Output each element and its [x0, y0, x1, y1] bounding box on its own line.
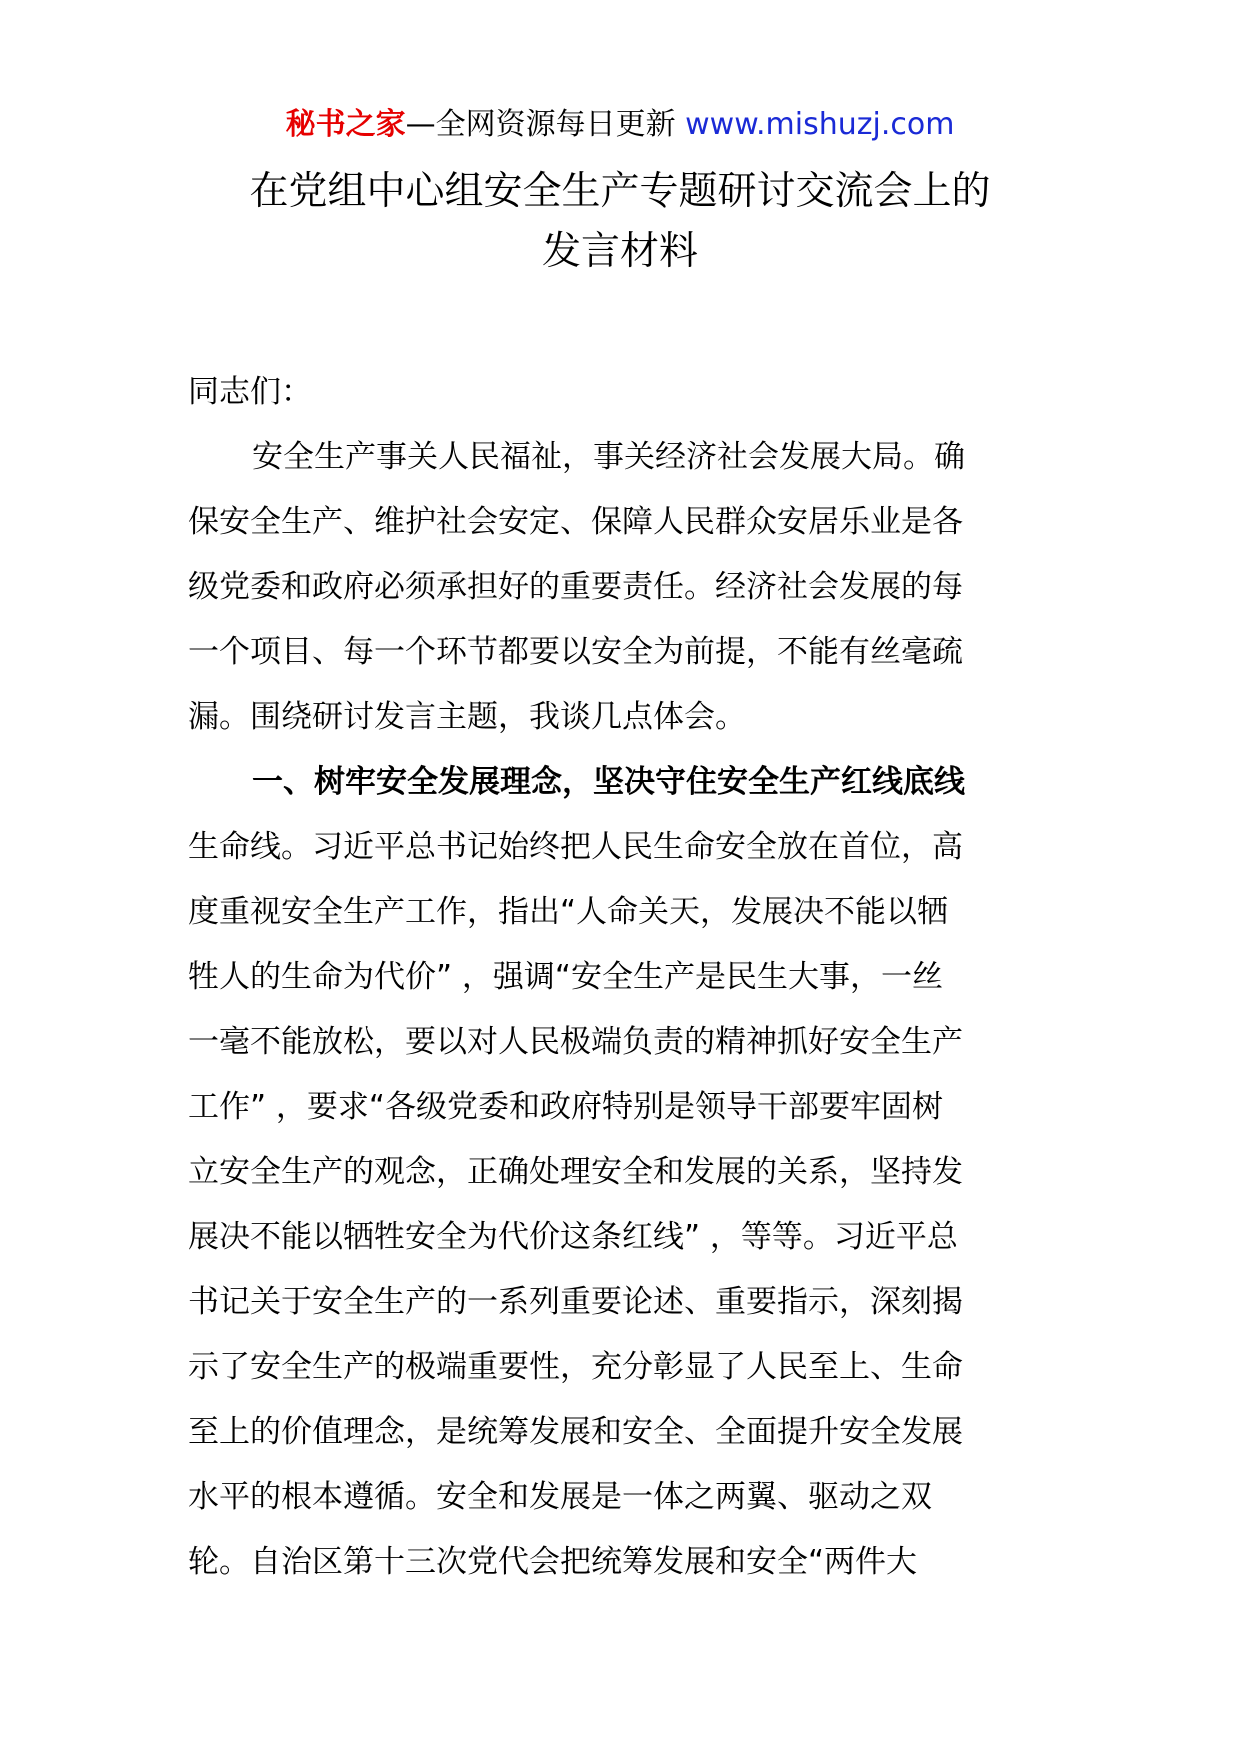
site-header: [0, 103, 1240, 147]
paragraph-line: 漏。围绕研讨发言主题，我谈几点体会。: [188, 699, 746, 735]
paragraph-line: 工作” ，要求“各级党委和政府特别是领导干部要牢固树: [188, 1089, 943, 1125]
document-body: [188, 360, 1056, 1595]
paragraph-line: 展决不能以牺牲安全为代价这条红线” ，等等。习近平总: [188, 1219, 958, 1255]
paragraph-line: 生命线。习近平总书记始终把人民生命安全放在首位，高: [188, 829, 963, 865]
title-line-1: 在党组中心组安全生产专题研讨交流会上的: [249, 169, 991, 214]
paragraph-line: 示了安全生产的极端重要性，充分彰显了人民至上、生命: [188, 1349, 963, 1385]
site-url-link[interactable]: www.mishuzj.com: [685, 107, 955, 142]
paragraph-line: 书记关于安全生产的一系列重要论述、重要指示，深刻揭: [188, 1284, 963, 1320]
salutation: 同志们：: [188, 374, 312, 410]
paragraph-line: 保安全生产、维护社会安定、保障人民群众安居乐业是各: [188, 504, 963, 540]
paragraph-line: 水平的根本遵循。安全和发展是一体之两翼、驱动之双: [188, 1479, 932, 1515]
paragraph-line: 一毫不能放松，要以对人民极端负责的精神抓好安全生产: [188, 1024, 963, 1060]
header-slogan: —全网资源每日更新: [405, 107, 686, 142]
paragraph-line: 轮。自治区第十三次党代会把统筹发展和安全“两件大: [188, 1544, 918, 1580]
paragraph-line: 一个项目、每一个环节都要以安全为前提，不能有丝毫疏: [188, 634, 963, 670]
title-line-2: 发言材料: [541, 229, 698, 274]
paragraph-line: 牲人的生命为代价” ，强调“安全生产是民生大事，一丝: [188, 959, 943, 995]
paragraph-line: 度重视安全生产工作，指出“人命关天，发展决不能以牺: [188, 894, 949, 930]
paragraph-line: 级党委和政府必须承担好的重要责任。经济社会发展的每: [188, 569, 963, 605]
paragraph-line: 至上的价值理念，是统筹发展和安全、全面提升安全发展: [188, 1414, 963, 1450]
section-heading-line: 一、树牢安全发展理念，坚决守住安全生产红线底线: [252, 764, 965, 800]
paragraph-line: 安全生产事关人民福祉，事关经济社会发展大局。确: [252, 439, 965, 475]
brand-name: 秘书之家: [285, 107, 406, 142]
paragraph-line: 立安全生产的观念，正确处理安全和发展的关系，坚持发: [188, 1154, 963, 1190]
document-title: [0, 162, 1240, 282]
